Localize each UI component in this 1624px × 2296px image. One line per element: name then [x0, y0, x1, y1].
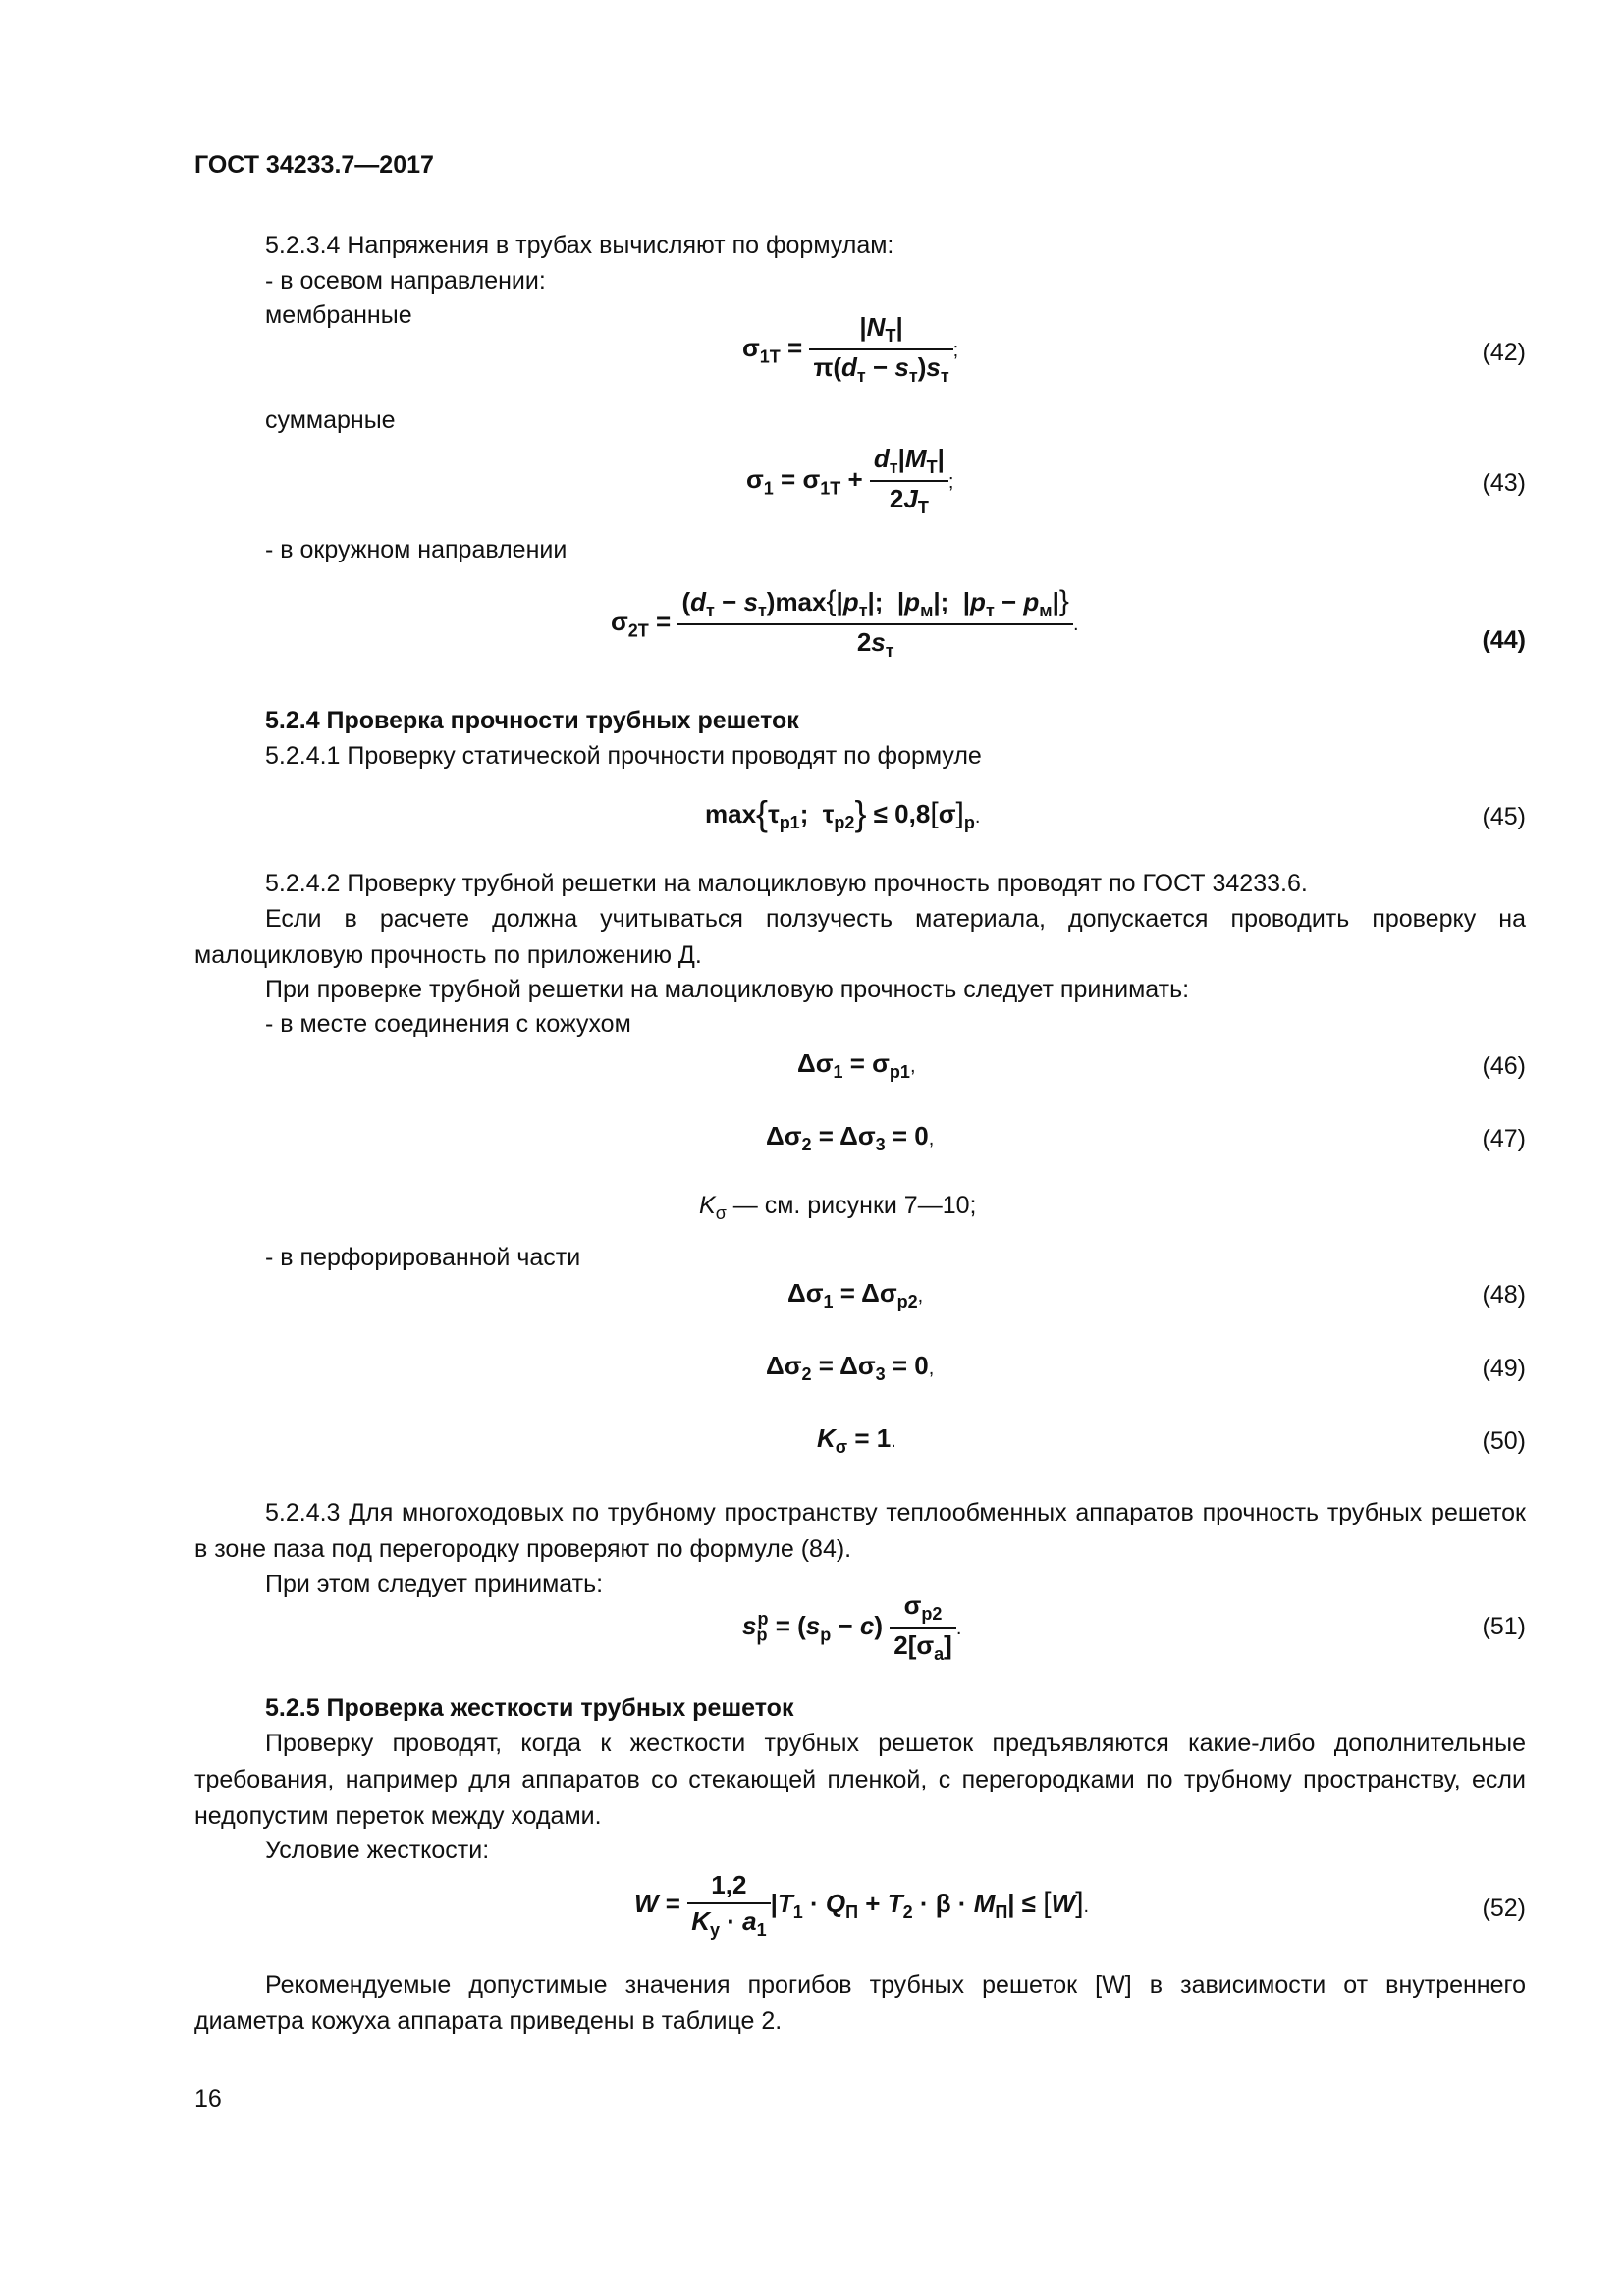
- eq-number-42: (42): [1482, 339, 1526, 366]
- eq-number-52: (52): [1482, 1895, 1526, 1922]
- para-stiffness-condition: Условие жесткости:: [265, 1837, 490, 1864]
- para-5234-intro: 5.2.3.4 Напряжения в трубах вычисляют по формулам:: [265, 232, 894, 259]
- eq-number-44: (44): [1482, 626, 1526, 654]
- eq-number-47: (47): [1482, 1125, 1526, 1152]
- heading-524: 5.2.4 Проверка прочности трубных решеток: [265, 707, 799, 734]
- eq-number-50: (50): [1482, 1427, 1526, 1455]
- eq-number-43: (43): [1482, 469, 1526, 497]
- label-total: суммарные: [265, 406, 396, 434]
- para-5243: 5.2.4.3 Для многоходовых по трубному пространству теплообменных аппаратов прочность трубных решеток в зоне паза под перегородку проверяют по формуле (84).: [194, 1499, 1526, 1563]
- eq-number-51: (51): [1482, 1613, 1526, 1640]
- k-sigma-note: $K_\sigma$ — см. рисунки 7—10;: [699, 1192, 977, 1223]
- label-membrane: мембранные: [265, 301, 412, 329]
- eq-number-48: (48): [1482, 1281, 1526, 1308]
- para-5241: 5.2.4.1 Проверку статической прочности проводят по формуле: [265, 742, 982, 770]
- formula-47: $\Delta\sigma_2 = \Delta\sigma_3 = 0$,: [766, 1121, 935, 1155]
- eq-number-46: (46): [1482, 1052, 1526, 1080]
- para-lowcycle: При проверке трубной решетки на малоцикловую прочность следует принимать:: [265, 976, 1190, 1003]
- page-number: 16: [194, 2085, 222, 2112]
- formula-45: $\max\{\tau_{р1}$; $\tau_{р2}\} \le 0,8[\sigma]_р$.: [705, 793, 981, 833]
- para-creep: Если в расчете должна учитываться ползучесть материала, допускается проводить проверку на малоцикловую прочность по приложению Д.: [194, 905, 1526, 969]
- k-sigma-note-text: — см. рисунки 7—10;: [732, 1192, 977, 1219]
- eq-number-45: (45): [1482, 803, 1526, 830]
- item-axial: - в осевом направлении:: [265, 267, 546, 294]
- formula-44: $\sigma_{2Т}$ = $\frac{(d_т - s_т)\max\{|p_т|; |p_м|; |p_т - p_м|\}}{2s_т}$ .: [611, 585, 1079, 662]
- heading-525: 5.2.5 Проверка жесткости трубных решеток: [265, 1694, 794, 1722]
- item-circumferential: - в окружном направлении: [265, 536, 568, 563]
- item-shell-joint: - в месте соединения с кожухом: [265, 1010, 631, 1038]
- formula-50: $K_\sigma = 1$.: [817, 1423, 896, 1458]
- formula-42: $\sigma_{1Т}$ = $\frac{|N_Т|}{\pi(d_т - s_т)s_т}$ ;: [742, 312, 959, 387]
- formula-52: W = $\frac{1,2}{K_у \cdot a_1}$ $|T_1 \cdot Q_П + T_2 \cdot \beta \cdot M_П| \le [W]$.: [634, 1870, 1090, 1941]
- para-5242: 5.2.4.2 Проверку трубной решетки на малоцикловую прочность проводят по ГОСТ 34233.6.: [265, 870, 1308, 897]
- document-id: ГОСТ 34233.7—2017: [194, 151, 434, 179]
- formula-46: $\Delta\sigma_1 = \sigma_{р1}$,: [797, 1048, 916, 1083]
- item-perforated: - в перфорированной части: [265, 1244, 581, 1271]
- formula-49: $\Delta\sigma_2 = \Delta\sigma_3 = 0$,: [766, 1351, 935, 1385]
- formula-51: $s_р^р = (s_р - c)$ $\frac{\sigma_{р2}}{2[\sigma_а]}$ .: [742, 1590, 962, 1665]
- para-525-1: Проверку проводят, когда к жесткости трубных решеток предъявляются какие-либо дополнительные требования, например для аппаратов со стекающей пленкой, с перегородками по трубному пространству, если недопустим переток между ходами.: [194, 1730, 1526, 1830]
- para-525-3: Рекомендуемые допустимые значения прогибов трубных решеток [W] в зависимости от внутреннего диаметра кожуха аппарата приведены в таблице 2.: [194, 1971, 1526, 2035]
- formula-43: $\sigma_1 = \sigma_{1Т}$ + $\frac{d_т|M_Т|}{2J_Т}$ ;: [746, 444, 954, 518]
- para-accept: При этом следует принимать:: [265, 1571, 604, 1598]
- eq-number-49: (49): [1482, 1355, 1526, 1382]
- formula-48: $\Delta\sigma_1 = \Delta\sigma_{р2}$,: [787, 1278, 924, 1312]
